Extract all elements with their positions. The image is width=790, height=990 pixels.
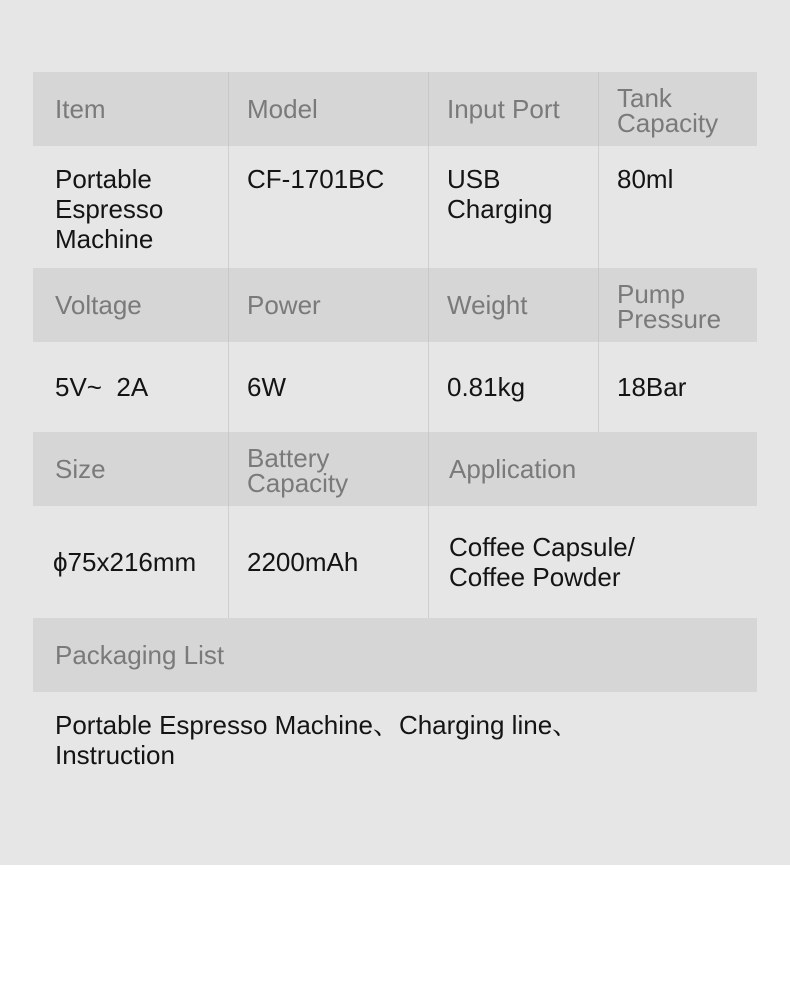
header-power: Power <box>229 268 429 342</box>
value-model: CF-1701BC <box>229 146 429 268</box>
header-battery-capacity: Battery Capacity <box>229 432 429 506</box>
header-input-port: Input Port <box>429 72 599 146</box>
value-pump-pressure: 18Bar <box>617 372 687 402</box>
value-tank-capacity: 80ml <box>617 164 674 194</box>
value-packaging-list: Portable Espresso Machine、Charging line、Instruction <box>55 710 579 770</box>
value-battery-capacity: 2200mAh <box>229 506 429 618</box>
header-packaging-list: Packaging List <box>55 640 225 670</box>
header-row <box>33 432 757 506</box>
header-item: Item <box>33 72 229 146</box>
value-input-port: USB Charging <box>429 146 599 268</box>
header-row <box>33 268 757 342</box>
value-power: 6W <box>229 342 429 432</box>
value-item: Portable Espresso Machine <box>33 146 229 268</box>
packaging-header-row <box>33 618 757 692</box>
header-application: Application <box>449 454 577 484</box>
header-pump-pressure: Pump Pressure <box>617 279 722 334</box>
spec-table <box>33 72 757 782</box>
value-weight: 0.81kg <box>429 342 599 432</box>
value-size: ϕ75x216mm <box>33 506 229 618</box>
header-voltage: Voltage <box>33 268 229 342</box>
header-model: Model <box>229 72 429 146</box>
value-voltage: 5V~ 2A <box>33 342 229 432</box>
value-row <box>33 146 757 268</box>
value-row <box>33 506 757 618</box>
header-tank-capacity: Tank Capacity <box>617 83 719 138</box>
value-application: Coffee Capsule/ Coffee Powder <box>449 532 635 592</box>
packaging-value-row <box>33 692 757 782</box>
header-weight: Weight <box>429 268 599 342</box>
value-row <box>33 342 757 432</box>
header-size: Size <box>33 432 229 506</box>
header-row <box>33 72 757 146</box>
